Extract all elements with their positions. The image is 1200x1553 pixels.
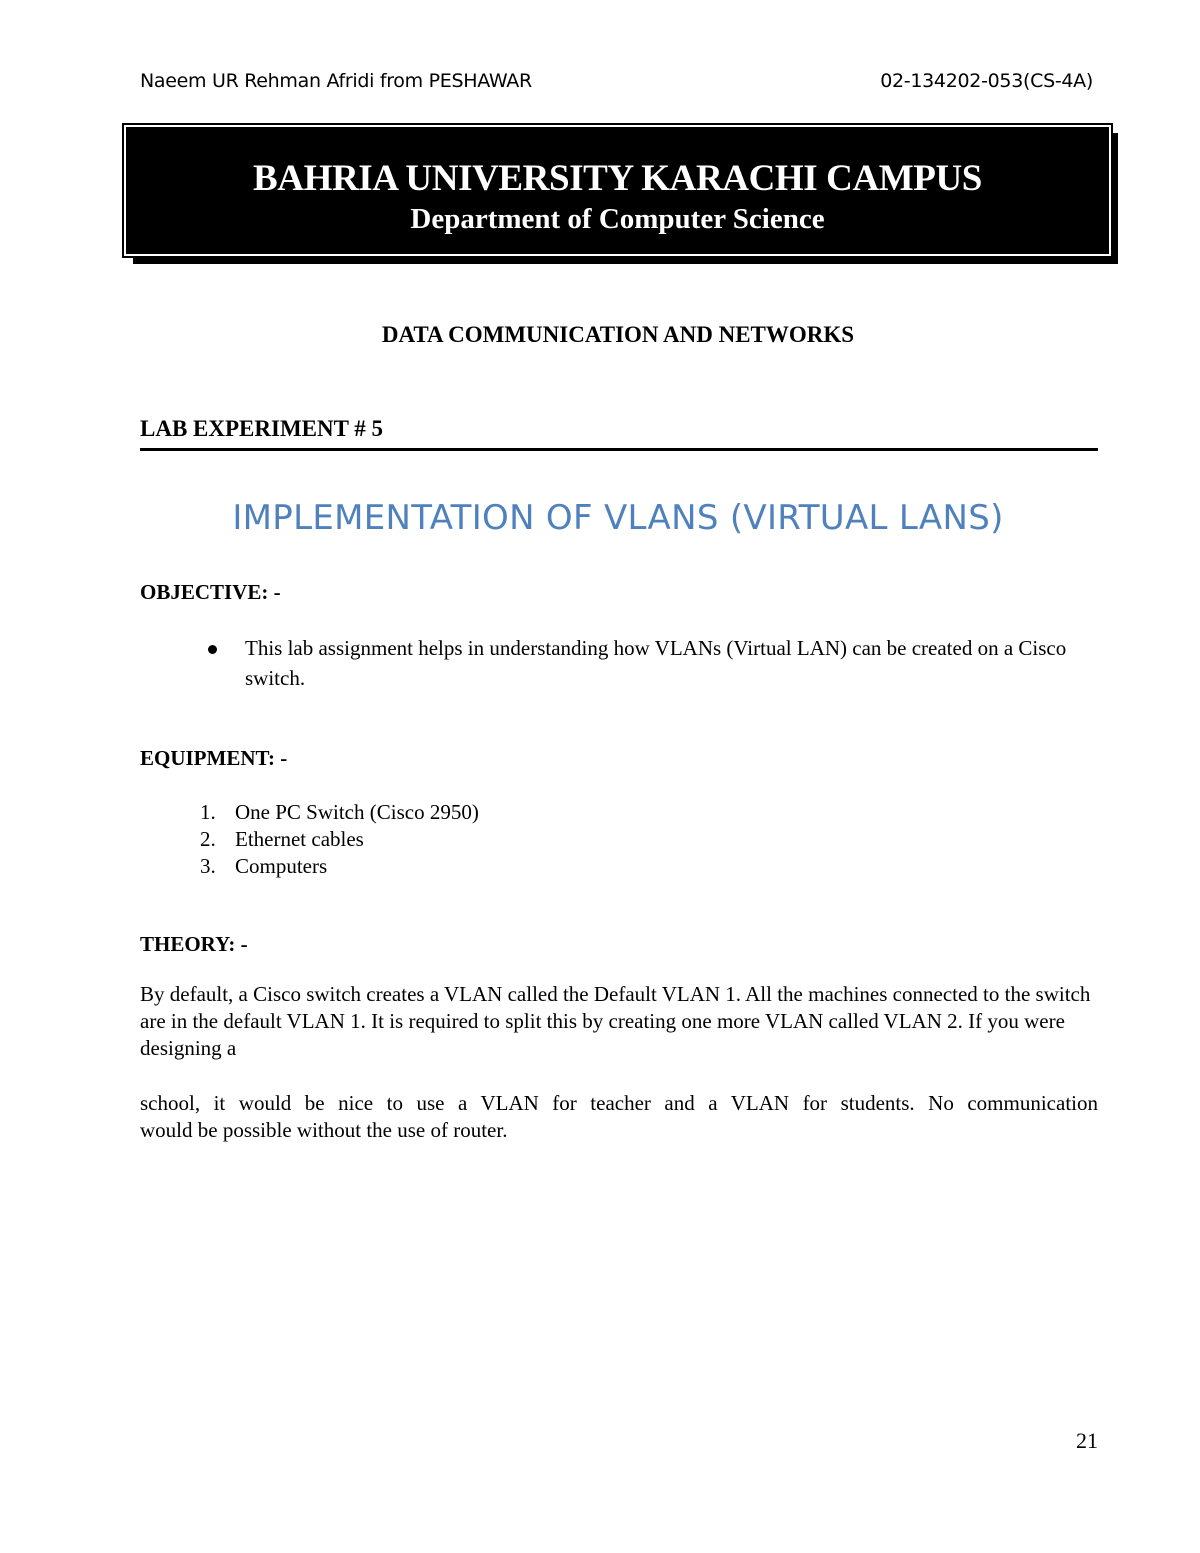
lab-heading: LAB EXPERIMENT # 5 [140, 416, 1098, 451]
bullet-icon [208, 645, 217, 654]
list-item [200, 827, 900, 854]
list-item [200, 800, 900, 827]
page-number: 21 [1076, 1428, 1098, 1453]
department-name: Department of Computer Science [410, 203, 825, 235]
running-header [140, 70, 1093, 104]
equipment-heading: EQUIPMENT: - [140, 746, 288, 770]
theory-heading: THEORY: - [140, 932, 248, 956]
list-item [200, 854, 900, 881]
list-item-number: 3. [200, 854, 216, 878]
list-item-text: Ethernet cables [235, 827, 364, 851]
header-author: Naeem UR Rehman Afridi from PESHAWAR [140, 70, 532, 92]
list-item-number: 1. [200, 800, 216, 824]
equipment-list [200, 800, 900, 881]
course-title: DATA COMMUNICATION AND NETWORKS [381, 322, 855, 347]
list-item-text: One PC Switch (Cisco 2950) [235, 800, 479, 824]
university-name: BAHRIA UNIVERSITY KARACHI CAMPUS [253, 158, 982, 199]
theory-paragraph-1: By default, a Cisco switch creates a VLAN called the Default VLAN 1. All the machines connected to the switch are in the default VLAN 1. It is required to split this by creating one more VLAN called VLAN 2. If you were designing a [140, 982, 1091, 1060]
header-student-id: 02-134202-053(CS-4A) [880, 70, 1093, 92]
theory-paragraph-2-line-2: would be possible without the use of router. [140, 1118, 508, 1142]
theory-paragraph-2-line-1: school, it would be nice to use a VLAN for teacher and a VLAN for students. No communication [140, 1091, 1098, 1115]
experiment-title: IMPLEMENTATION OF VLANS (VIRTUAL LANS) [232, 498, 1004, 538]
objective-bullet-text: This lab assignment helps in understanding how VLANs (Virtual LAN) can be created on a Cisco switch. [245, 636, 1067, 690]
list-item-number: 2. [200, 827, 216, 851]
objective-heading: OBJECTIVE: - [140, 580, 281, 604]
list-item-text: Computers [235, 854, 328, 878]
university-banner [124, 125, 1111, 256]
theory-paragraph-2 [140, 1090, 1098, 1144]
